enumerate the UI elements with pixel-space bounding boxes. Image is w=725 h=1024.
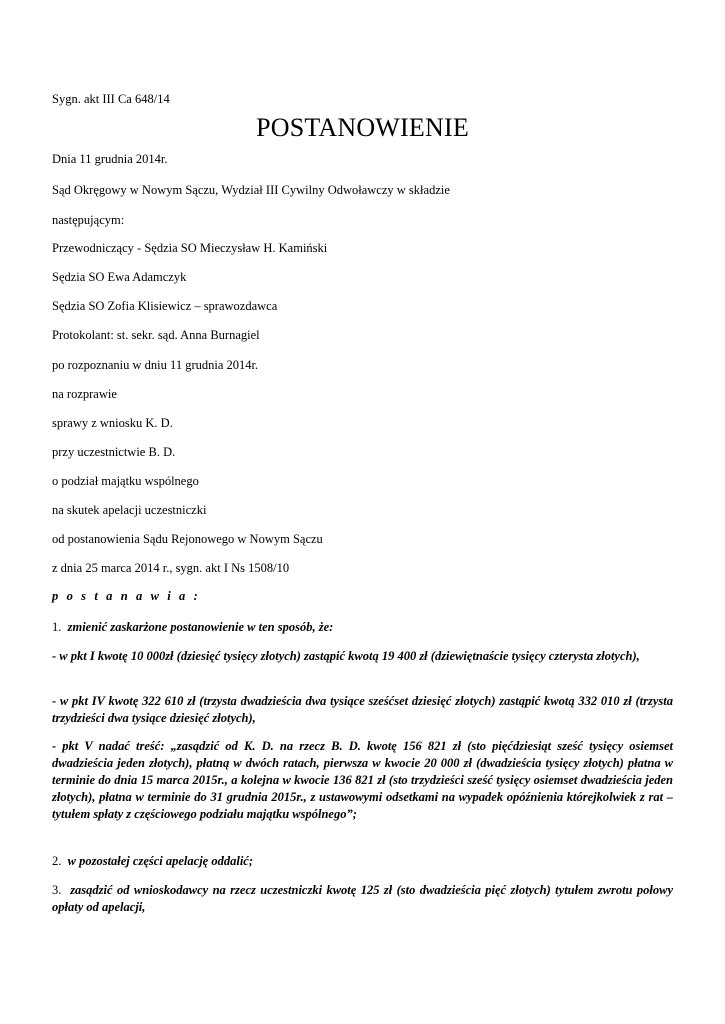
court-line: Sąd Okręgowy w Nowym Sączu, Wydział III Cywilny Odwoławczy w składzie bbox=[52, 183, 450, 197]
subject-line: o podział majątku wspólnego bbox=[52, 474, 199, 488]
rapporteur-line: Sędzia SO Zofia Klisiewicz – sprawozdawca bbox=[52, 299, 278, 313]
hearing-date-line: po rozpoznaniu w dniu 11 grudnia 2014r. bbox=[52, 358, 259, 372]
item-text: w pozostałej części apelację oddalić; bbox=[67, 854, 254, 868]
ruling-item bbox=[52, 693, 673, 727]
composition-line: następującym: bbox=[52, 213, 125, 227]
clerk-line: Protokolant: st. sekr. sąd. Anna Burnagiel bbox=[52, 328, 260, 342]
ruling-heading: p o s t a n a w i a : bbox=[52, 589, 201, 603]
item-number: 1. bbox=[52, 620, 62, 634]
item-text: zasądzić od wnioskodawcy na rzecz uczestniczki kwotę 125 zł (sto dwadzieścia pięć złotych) tytułem zwrotu połowy opłaty od apelacji, bbox=[52, 883, 674, 914]
document-title: POSTANOWIENIE bbox=[256, 113, 469, 142]
ruling-item bbox=[52, 619, 673, 636]
ruling-item bbox=[52, 648, 673, 665]
ruling-item bbox=[52, 853, 673, 870]
item-text: - pkt V nadać treść: „zasądzić od K. D. na rzecz B. D. kwotę 156 821 zł (sto pięćdziesiąt sześć tysięcy osiemset dwadzieścia jeden złotych), płatną w dwóch ratach, pierwsza w kwocie 20 000 zł (dwadzieścia tysięcy złotych) płatna w terminie do dnia 15 marca 2015r., a kolejna w kwocie 136 821 zł (sto trzydzieści sześć tysięcy osiemset dwadzieścia jeden złotych), płatna w terminie do 31 grudnia 2015r., z ustawowymi odsetkami na wypadek opóźnienia którejkolwiek z rat – tytułem spłaty z częściowego podziału majątku wspólnego”; bbox=[52, 739, 673, 821]
appeal-line: na skutek apelacji uczestniczki bbox=[52, 503, 207, 517]
item-text: - w pkt I kwotę 10 000zł (dziesięć tysięcy złotych) zastąpić kwotą 19 400 zł (dziewiętnaście tysięcy czterysta złotych), bbox=[52, 649, 640, 663]
applicant-line: sprawy z wniosku K. D. bbox=[52, 416, 173, 430]
item-text: zmienić zaskarżone postanowienie w ten sposób, że: bbox=[67, 620, 334, 634]
hearing-type-line: na rozprawie bbox=[52, 387, 117, 401]
item-text: - w pkt IV kwotę 322 610 zł (trzysta dwadzieścia dwa tysiące sześćset dziesięć złotych) zastąpić kwotą 332 010 zł (trzysta trzydzieści dwa tysiące dziesięć złotych), bbox=[52, 694, 673, 725]
lower-court-line: od postanowienia Sądu Rejonowego w Nowym Sączu bbox=[52, 532, 323, 546]
item-number: 2. bbox=[52, 854, 62, 868]
judge-line: Sędzia SO Ewa Adamczyk bbox=[52, 270, 187, 284]
presiding-judge-line: Przewodniczący - Sędzia SO Mieczysław H. Kamiński bbox=[52, 241, 328, 255]
item-number: 3. bbox=[52, 883, 62, 897]
ruling-item bbox=[52, 882, 673, 916]
case-number: Sygn. akt III Ca 648/14 bbox=[52, 92, 170, 106]
date-line: Dnia 11 grudnia 2014r. bbox=[52, 152, 168, 166]
participant-line: przy uczestnictwie B. D. bbox=[52, 445, 176, 459]
ruling-item bbox=[52, 738, 673, 823]
lower-court-ref-line: z dnia 25 marca 2014 r., sygn. akt I Ns 1508/10 bbox=[52, 561, 290, 575]
